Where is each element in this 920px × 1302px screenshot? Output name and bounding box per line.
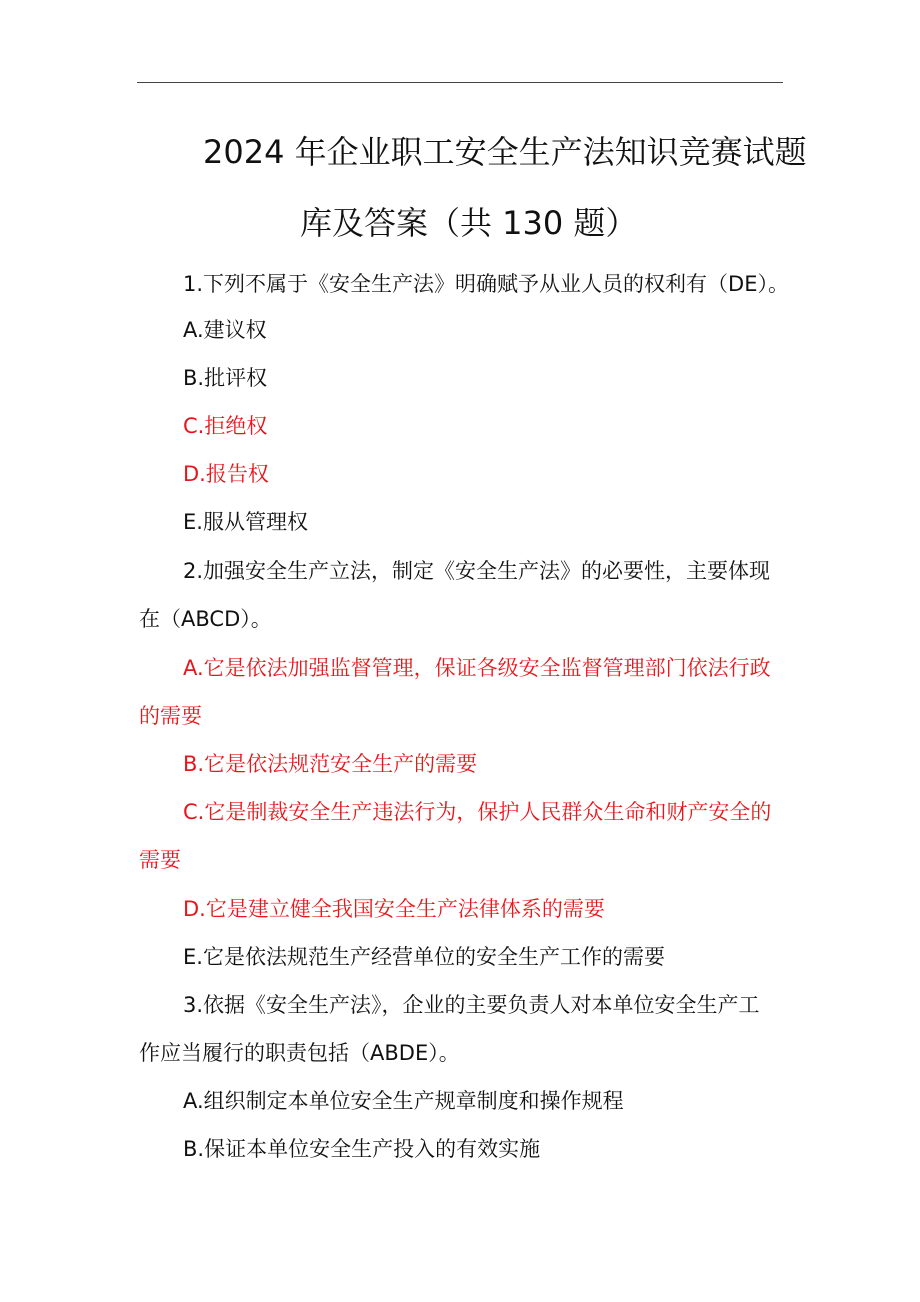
question-1-option-e: E.服从管理权 [183, 510, 308, 534]
question-2-stem-cont: 在（ABCD）。 [139, 607, 272, 631]
document-title-line-2: 库及答案（共 130 题） [300, 204, 638, 242]
question-1-option-b: B.批评权 [183, 366, 268, 390]
question-3-stem-cont: 作应当履行的职责包括（ABDE）。 [139, 1041, 460, 1065]
question-3-option-b: B.保证本单位安全生产投入的有效实施 [183, 1137, 541, 1161]
question-1-stem: 1.下列不属于《安全生产法》明确赋予从业人员的权利有（DE）。 [183, 272, 789, 296]
question-1-option-c: C.拒绝权 [183, 414, 268, 438]
header-rule [137, 82, 783, 83]
question-2-option-b: B.它是依法规范安全生产的需要 [183, 752, 478, 776]
question-3-option-a: A.组织制定本单位安全生产规章制度和操作规程 [183, 1089, 624, 1113]
question-2-option-a: A.它是依法加强监督管理，保证各级安全监督管理部门依法行政 [183, 656, 771, 680]
question-2-option-a-cont: 的需要 [139, 704, 202, 728]
question-2-stem: 2.加强安全生产立法，制定《安全生产法》的必要性，主要体现 [183, 559, 771, 583]
question-1-option-a: A.建议权 [183, 318, 267, 342]
document-title-line-1: 2024 年企业职工安全生产法知识竞赛试题 [203, 133, 807, 171]
question-2-option-d: D.它是建立健全我国安全生产法律体系的需要 [183, 897, 605, 921]
question-2-option-e: E.它是依法规范生产经营单位的安全生产工作的需要 [183, 945, 665, 969]
question-2-option-c: C.它是制裁安全生产违法行为，保护人民群众生命和财产安全的 [183, 800, 772, 824]
question-1-option-d: D.报告权 [183, 462, 269, 486]
question-3-stem: 3.依据《安全生产法》，企业的主要负责人对本单位安全生产工 [183, 993, 760, 1017]
question-2-option-c-cont: 需要 [139, 848, 181, 872]
